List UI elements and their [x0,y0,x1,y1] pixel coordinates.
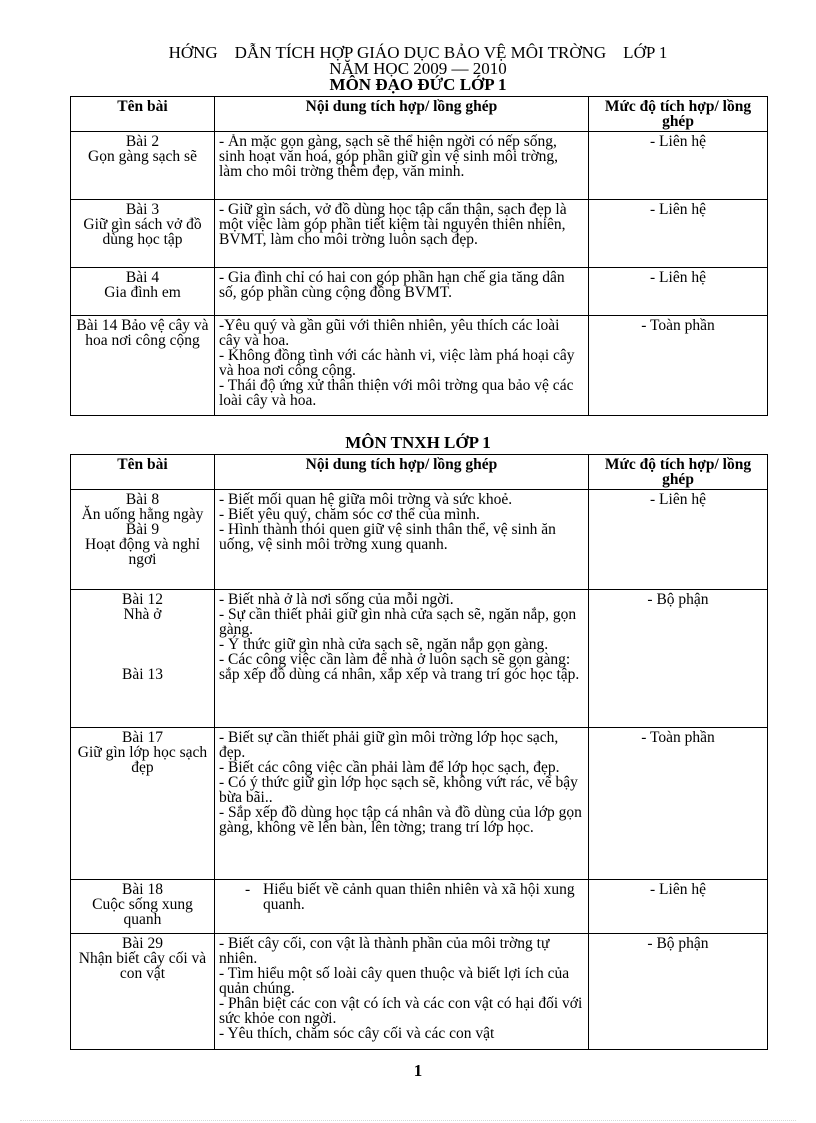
content-line: - Ăn mặc gọn gàng, sạch sẽ thể hiện ngời có nếp sống, sinh hoạt văn hoá, góp phần giữ gìn vệ sinh môi trờng, làm cho môi trờng thêm đẹp, văn minh. [219,134,559,180]
content-line: - Biết mối quan hệ giữa môi trờng và sức khoẻ. [219,492,513,508]
content-line: - Gia đình chỉ có hai con góp phần hạn chế gia tăng dân số, góp phần cùng cộng đồng BVMT. [219,270,565,301]
content-line: - Biết các công việc cần phải làm để lớp học sạch, đẹp. [219,759,560,776]
lesson-name-line: Bài 12 [122,591,163,608]
content-line: - Có ý thức giữ gìn lớp học sạch sẽ, không vứt rác, vẽ bậy bừa bãi.. [219,774,578,806]
content-line: - Biết nhà ở là nơi sống của mỗi ngời. [219,592,454,608]
lesson-name-line: Giữ gìn lớp học sạch đẹp [77,744,208,776]
subject-heading-ethics: MÔN ĐẠO ĐỨC LỚP 1 [329,75,507,94]
integration-content-cell [215,490,589,590]
lesson-name-line: Bài 18 [122,881,163,898]
lesson-name-line: Bài 29 [122,935,163,952]
page-divider [20,1120,796,1121]
lesson-name-line: Bài 4 [125,269,160,286]
integration-content-cell [215,200,589,268]
lesson-name-line: Bài 14 Bảo vệ cây và hoa nơi công cộng [76,317,209,349]
school-year: NĂM HỌC 2009 — 2010 [329,59,507,78]
lesson-name-line: Bài 8 [125,491,160,508]
table-row [71,490,768,590]
integration-content-cell [215,934,589,1050]
table-row [71,880,768,934]
content-line: - Ý thức giữ gìn nhà cửa sạch sẽ, ngăn nắp gọn gàng. [219,636,549,653]
subject-heading-nature-society: MÔN TNXH LỚP 1 [345,433,491,452]
content-line: -Yêu quý và gần gũi với thiên nhiên, yêu thích các loài cây và hoa. [219,318,560,349]
content-line: - Tìm hiểu một số loài cây quen thuộc và biết lợi ích của quản chúng. [219,965,570,997]
lesson-name-cell [71,200,215,268]
lesson-name-line: Giữ gìn sách vở đồ dùng học tập [83,216,202,248]
content-line: - Sự cần thiết phải giữ gìn nhà cửa sạch sẽ, ngăn nắp, gọn gàng. [219,606,577,638]
lesson-name-cell [71,590,215,728]
content-line: - Biết cây cối, con vật là thành phần của môi trờng tự nhiên. [219,936,550,967]
integration-level-cell: - Liên hệ [589,880,768,934]
column-header-level: Mức độ tích hợp/ lồng ghép [589,97,768,132]
lesson-name-cell [71,728,215,880]
lesson-name-line: Bài 9 [125,521,160,538]
column-header-lesson: Tên bài [71,97,215,132]
integration-content-cell [215,316,589,416]
lesson-name-cell [71,132,215,200]
integration-level-cell: - Liên hệ [589,490,768,590]
table-row [71,200,768,268]
integration-level-cell: - Bộ phận [589,590,768,728]
lesson-name-cell [71,268,215,316]
integration-level-cell: - Liên hệ [589,132,768,200]
content-line [219,882,584,912]
content-text: Hiểu biết về cảnh quan thiên nhiên và xã hội xung quanh. [263,882,575,913]
lesson-name-line [75,652,210,667]
content-line: - Yêu thích, chăm sóc cây cối và các con vật [219,1025,495,1042]
table-row [71,590,768,728]
lesson-name-line: Ăn uống hằng ngày [81,506,204,523]
integration-level-cell: - Toàn phần [589,728,768,880]
lesson-name-line: Hoạt động và nghỉ ngơi [85,536,200,568]
lesson-name-line: Nhận biết cây cối và con vật [78,950,207,982]
lesson-name-line [75,637,210,652]
integration-level-cell: - Liên hệ [589,200,768,268]
integration-level-cell: - Bộ phận [589,934,768,1050]
lesson-name-line: Gia đình em [104,284,181,301]
table-row [71,934,768,1050]
lesson-name-line: Bài 3 [125,201,160,218]
integration-content-cell [215,268,589,316]
document-title: HỚNG DẪN TÍCH HỢP GIÁO DỤC BẢO VỆ MÔI TRỜNG LỚP 1 [168,43,668,62]
lesson-name-cell [71,880,215,934]
column-header-content: Nội dung tích hợp/ lồng ghép [215,455,589,490]
content-line: - Giữ gìn sách, vở đồ dùng học tập cẩn thận, sạch đẹp là một việc làm góp phần tiết kiệm tài nguyên thiên nhiên, BVMT, làm cho môi trờng luôn sạch đẹp. [219,202,567,248]
lesson-name-cell [71,934,215,1050]
column-header-content: Nội dung tích hợp/ lồng ghép [215,97,589,132]
integration-content-cell [215,590,589,728]
integration-level-cell: - Liên hệ [589,268,768,316]
lesson-name-line: Cuộc sống xung quanh [92,896,193,928]
bullet-mark: - [245,882,251,898]
lesson-name-line: Gọn gàng sạch sẽ [88,148,197,165]
table-row [71,268,768,316]
column-header-level: Mức độ tích hợp/ lồng ghép [589,455,768,490]
content-line: - Các công việc cần làm để nhà ở luôn sạch sẽ gọn gàng: sắp xếp đồ dùng cá nhân, xắp xếp và trang trí góc học tập. [219,651,580,683]
page-number: 1 [413,1061,423,1080]
content-line: - Sắp xếp đồ dùng học tập cá nhân và đồ dùng của lớp gọn gàng, không vẽ lên bàn, lên tờng; trang trí lớp học. [219,804,582,836]
integration-level-cell: - Toàn phần [589,316,768,416]
lesson-name-cell [71,316,215,416]
table-row [71,728,768,880]
lesson-name-line: Bài 2 [125,133,160,150]
lesson-name-cell [71,490,215,590]
content-line: - Biết yêu quý, chăm sóc cơ thể của mình. [219,506,480,523]
integration-content-cell [215,132,589,200]
table-row [71,316,768,416]
column-header-lesson: Tên bài [71,455,215,490]
lesson-name-line: Bài 17 [122,729,163,746]
nature-society-integration-table [70,454,768,1050]
table-row [71,132,768,200]
integration-content-cell [215,728,589,880]
ethics-integration-table [70,96,768,416]
lesson-name-line: Nhà ở [123,606,162,623]
content-line: - Biết sự cần thiết phải giữ gìn môi trờng lớp học sạch, đẹp. [219,730,559,761]
content-line: - Phân biệt các con vật có ích và các con vật có hại đối với sức khỏe con ngời. [219,995,583,1027]
content-line: - Thái độ ứng xử thân thiện với môi trờng qua bảo vệ các loài cây và hoa. [219,377,574,409]
integration-content-cell [215,880,589,934]
lesson-name-line: Bài 13 [122,666,163,683]
content-line: - Không đồng tình với các hành vi, việc làm phá hoại cây và hoa nơi công cộng. [219,347,575,379]
content-line: - Hình thành thói quen giữ vệ sinh thân thể, vệ sinh ăn uống, vệ sinh môi trờng xung quanh. [219,521,556,553]
lesson-name-line [75,622,210,637]
